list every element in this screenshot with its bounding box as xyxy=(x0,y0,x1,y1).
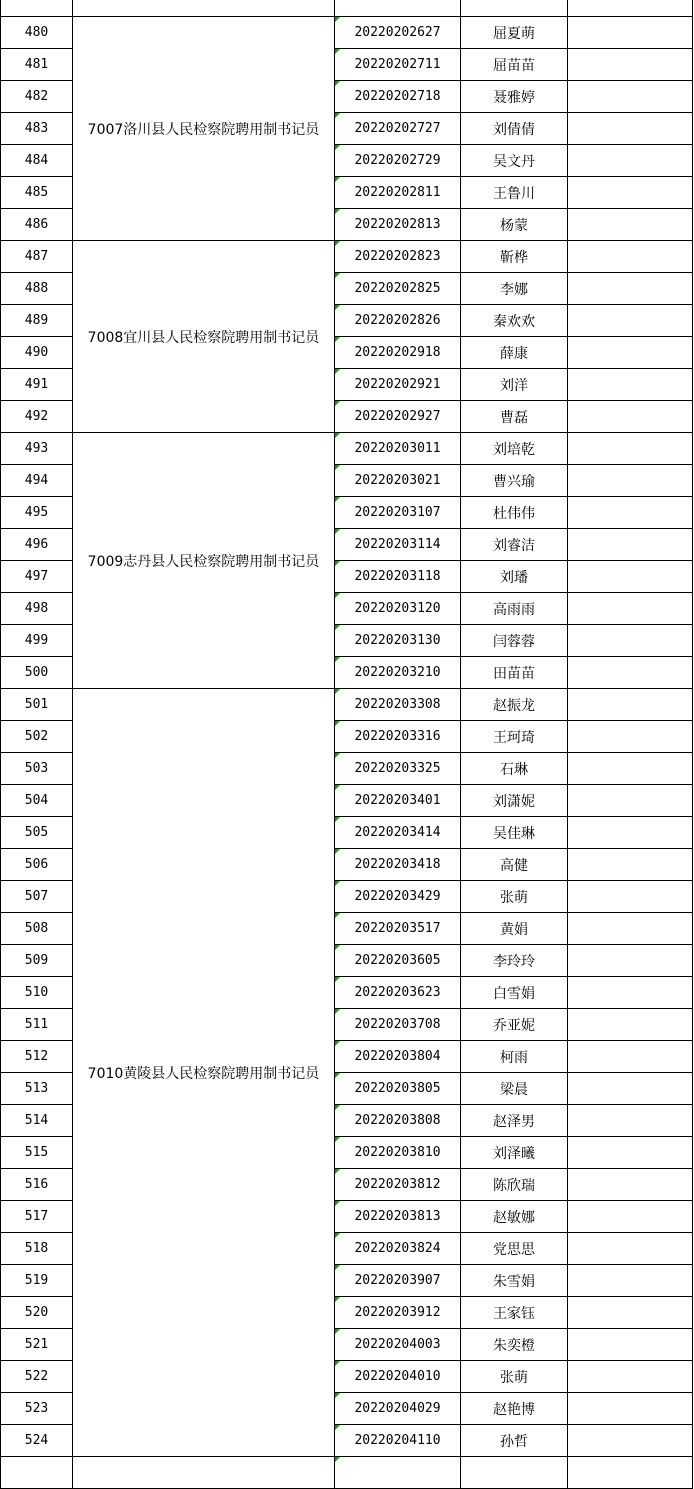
cell-no xyxy=(1,1457,73,1489)
cell-note xyxy=(568,529,693,561)
cell-note xyxy=(568,1265,693,1297)
cell-name: 陈欣瑞 xyxy=(461,1169,568,1201)
cell-exam-id: 20220203623 xyxy=(335,977,461,1009)
cell-position xyxy=(73,1457,335,1489)
cell-exam-id: 20220203804 xyxy=(335,1041,461,1073)
cell-no: 485 xyxy=(1,177,73,209)
cell-no: 482 xyxy=(1,81,73,113)
cell-exam-id: 20220203429 xyxy=(335,881,461,913)
cell-name: 刘洋 xyxy=(461,369,568,401)
cell-note xyxy=(568,17,693,49)
roster-body xyxy=(1,0,693,1489)
cell-no: 518 xyxy=(1,1233,73,1265)
cell-name: 曹磊 xyxy=(461,401,568,433)
cell-position xyxy=(73,0,335,17)
cell-no: 481 xyxy=(1,49,73,81)
cell-exam-id: 20220202811 xyxy=(335,177,461,209)
cell-note xyxy=(568,593,693,625)
cell-no: 508 xyxy=(1,913,73,945)
cell-note xyxy=(568,1425,693,1457)
cell-name: 柯雨 xyxy=(461,1041,568,1073)
cell-no: 506 xyxy=(1,849,73,881)
cell-name: 赵振龙 xyxy=(461,689,568,721)
cell-note xyxy=(568,337,693,369)
cell-name: 刘睿洁 xyxy=(461,529,568,561)
cell-name: 高雨雨 xyxy=(461,593,568,625)
cell-exam-id: 20220203517 xyxy=(335,913,461,945)
cell-exam-id: 20220203107 xyxy=(335,497,461,529)
cell-exam-id: 20220203418 xyxy=(335,849,461,881)
cell-name: 刘璠 xyxy=(461,561,568,593)
cell-no: 523 xyxy=(1,1393,73,1425)
cell-no: 493 xyxy=(1,433,73,465)
cell-exam-id: 20220203308 xyxy=(335,689,461,721)
cell-note xyxy=(568,401,693,433)
table-row xyxy=(1,433,693,465)
cell-note xyxy=(568,913,693,945)
cell-note xyxy=(568,433,693,465)
cell-exam-id: 20220203414 xyxy=(335,817,461,849)
cell-no: 486 xyxy=(1,209,73,241)
cell-position: 7008宜川县人民检察院聘用制书记员 xyxy=(73,241,335,433)
cell-name: 石琳 xyxy=(461,753,568,785)
cell-note xyxy=(568,1041,693,1073)
cell-exam-id: 20220202711 xyxy=(335,49,461,81)
cell-name: 吴佳琳 xyxy=(461,817,568,849)
cell-exam-id: 20220203912 xyxy=(335,1297,461,1329)
cell-no: 507 xyxy=(1,881,73,913)
cell-exam-id: 20220203316 xyxy=(335,721,461,753)
cell-name: 赵泽男 xyxy=(461,1105,568,1137)
cell-exam-id: 20220203708 xyxy=(335,1009,461,1041)
cell-name: 杨蒙 xyxy=(461,209,568,241)
cell-note xyxy=(568,241,693,273)
cell-exam-id: 20220202921 xyxy=(335,369,461,401)
cell-no: 501 xyxy=(1,689,73,721)
cell-exam-id: 20220203325 xyxy=(335,753,461,785)
cell-name: 秦欢欢 xyxy=(461,305,568,337)
cell-name: 刘倩倩 xyxy=(461,113,568,145)
cell-note xyxy=(568,273,693,305)
cell-no: 484 xyxy=(1,145,73,177)
cell-exam-id: 20220202729 xyxy=(335,145,461,177)
cell-exam-id: 20220202627 xyxy=(335,17,461,49)
cell-exam-id: 20220203021 xyxy=(335,465,461,497)
cell-exam-id: 20220203120 xyxy=(335,593,461,625)
cell-exam-id: 20220203114 xyxy=(335,529,461,561)
cell-name xyxy=(461,0,568,17)
cell-note xyxy=(568,0,693,17)
table-row xyxy=(1,1457,693,1489)
cell-note xyxy=(568,305,693,337)
cell-name: 刘泽曦 xyxy=(461,1137,568,1169)
cell-name: 白雪娟 xyxy=(461,977,568,1009)
cell-note xyxy=(568,849,693,881)
cell-exam-id: 20220203118 xyxy=(335,561,461,593)
cell-note xyxy=(568,1361,693,1393)
cell-no: 499 xyxy=(1,625,73,657)
cell-exam-id: 20220202823 xyxy=(335,241,461,273)
cell-note xyxy=(568,561,693,593)
cell-no: 515 xyxy=(1,1137,73,1169)
cell-name: 党思思 xyxy=(461,1233,568,1265)
cell-note xyxy=(568,1073,693,1105)
cell-exam-id: 20220203824 xyxy=(335,1233,461,1265)
cell-no: 489 xyxy=(1,305,73,337)
cell-name: 黄娟 xyxy=(461,913,568,945)
cell-name: 朱雪娟 xyxy=(461,1265,568,1297)
cell-exam-id: 20220202727 xyxy=(335,113,461,145)
cell-name: 杜伟伟 xyxy=(461,497,568,529)
cell-note xyxy=(568,1297,693,1329)
cell-no: 513 xyxy=(1,1073,73,1105)
cell-no: 522 xyxy=(1,1361,73,1393)
cell-note xyxy=(568,881,693,913)
cell-no xyxy=(1,0,73,17)
cell-note xyxy=(568,977,693,1009)
cell-no: 511 xyxy=(1,1009,73,1041)
cell-name: 屈苗苗 xyxy=(461,49,568,81)
cell-note xyxy=(568,1137,693,1169)
cell-name: 梁晨 xyxy=(461,1073,568,1105)
cell-note xyxy=(568,209,693,241)
cell-name: 张萌 xyxy=(461,881,568,913)
cell-note xyxy=(568,177,693,209)
cell-exam-id: 20220202825 xyxy=(335,273,461,305)
cell-name: 屈夏萌 xyxy=(461,17,568,49)
cell-position: 7007洛川县人民检察院聘用制书记员 xyxy=(73,17,335,241)
cell-name: 靳桦 xyxy=(461,241,568,273)
cell-no: 504 xyxy=(1,785,73,817)
cell-position: 7010黄陵县人民检察院聘用制书记员 xyxy=(73,689,335,1457)
cell-position: 7009志丹县人民检察院聘用制书记员 xyxy=(73,433,335,689)
cell-exam-id: 20220204110 xyxy=(335,1425,461,1457)
cell-name: 朱奕橙 xyxy=(461,1329,568,1361)
cell-exam-id: 20220203605 xyxy=(335,945,461,977)
cell-name: 刘培乾 xyxy=(461,433,568,465)
cell-exam-id: 20220202718 xyxy=(335,81,461,113)
cell-exam-id: 20220203812 xyxy=(335,1169,461,1201)
cell-exam-id: 20220204003 xyxy=(335,1329,461,1361)
table-row xyxy=(1,241,693,273)
cell-name: 孙哲 xyxy=(461,1425,568,1457)
cell-exam-id: 20220203813 xyxy=(335,1201,461,1233)
cell-exam-id: 20220202826 xyxy=(335,305,461,337)
table-row xyxy=(1,689,693,721)
cell-no: 514 xyxy=(1,1105,73,1137)
cell-no: 498 xyxy=(1,593,73,625)
cell-no: 524 xyxy=(1,1425,73,1457)
cell-note xyxy=(568,81,693,113)
table-row xyxy=(1,0,693,17)
cell-exam-id xyxy=(335,0,461,17)
cell-note xyxy=(568,497,693,529)
cell-exam-id: 20220202813 xyxy=(335,209,461,241)
cell-note xyxy=(568,1329,693,1361)
cell-note xyxy=(568,785,693,817)
cell-note xyxy=(568,625,693,657)
cell-note xyxy=(568,1233,693,1265)
cell-no: 491 xyxy=(1,369,73,401)
cell-note xyxy=(568,817,693,849)
cell-no: 517 xyxy=(1,1201,73,1233)
cell-note xyxy=(568,465,693,497)
cell-no: 509 xyxy=(1,945,73,977)
cell-exam-id: 20220203808 xyxy=(335,1105,461,1137)
cell-note xyxy=(568,145,693,177)
cell-note xyxy=(568,1169,693,1201)
cell-no: 520 xyxy=(1,1297,73,1329)
table-row xyxy=(1,17,693,49)
cell-name: 高健 xyxy=(461,849,568,881)
cell-exam-id: 20220203130 xyxy=(335,625,461,657)
cell-no: 500 xyxy=(1,657,73,689)
cell-no: 496 xyxy=(1,529,73,561)
cell-name: 田苗苗 xyxy=(461,657,568,689)
cell-no: 480 xyxy=(1,17,73,49)
cell-note xyxy=(568,113,693,145)
cell-note xyxy=(568,49,693,81)
cell-name: 薛康 xyxy=(461,337,568,369)
cell-name: 闫蓉蓉 xyxy=(461,625,568,657)
cell-name: 吴文丹 xyxy=(461,145,568,177)
cell-note xyxy=(568,945,693,977)
cell-no: 503 xyxy=(1,753,73,785)
cell-name: 王鲁川 xyxy=(461,177,568,209)
cell-name: 李玲玲 xyxy=(461,945,568,977)
cell-name: 乔亚妮 xyxy=(461,1009,568,1041)
cell-note xyxy=(568,1105,693,1137)
cell-note xyxy=(568,657,693,689)
cell-name: 赵敏娜 xyxy=(461,1201,568,1233)
cell-exam-id: 20220203210 xyxy=(335,657,461,689)
cell-no: 519 xyxy=(1,1265,73,1297)
cell-exam-id: 20220204010 xyxy=(335,1361,461,1393)
cell-exam-id: 20220204029 xyxy=(335,1393,461,1425)
cell-no: 490 xyxy=(1,337,73,369)
cell-exam-id: 20220203907 xyxy=(335,1265,461,1297)
cell-exam-id: 20220202918 xyxy=(335,337,461,369)
cell-no: 488 xyxy=(1,273,73,305)
cell-name: 聂雅婷 xyxy=(461,81,568,113)
cell-name xyxy=(461,1457,568,1489)
cell-exam-id: 20220203810 xyxy=(335,1137,461,1169)
cell-no: 505 xyxy=(1,817,73,849)
cell-note xyxy=(568,1201,693,1233)
cell-no: 516 xyxy=(1,1169,73,1201)
cell-name: 李娜 xyxy=(461,273,568,305)
cell-exam-id: 20220203805 xyxy=(335,1073,461,1105)
cell-note xyxy=(568,1457,693,1489)
cell-note xyxy=(568,1393,693,1425)
cell-note xyxy=(568,369,693,401)
cell-note xyxy=(568,721,693,753)
cell-no: 510 xyxy=(1,977,73,1009)
cell-note xyxy=(568,689,693,721)
cell-exam-id xyxy=(335,1457,461,1489)
cell-no: 483 xyxy=(1,113,73,145)
cell-no: 521 xyxy=(1,1329,73,1361)
cell-name: 张萌 xyxy=(461,1361,568,1393)
cell-exam-id: 20220203401 xyxy=(335,785,461,817)
cell-exam-id: 20220203011 xyxy=(335,433,461,465)
cell-note xyxy=(568,753,693,785)
cell-exam-id: 20220202927 xyxy=(335,401,461,433)
cell-no: 494 xyxy=(1,465,73,497)
cell-no: 492 xyxy=(1,401,73,433)
cell-name: 王珂琦 xyxy=(461,721,568,753)
cell-name: 赵艳博 xyxy=(461,1393,568,1425)
cell-no: 497 xyxy=(1,561,73,593)
cell-name: 刘潇妮 xyxy=(461,785,568,817)
cell-no: 502 xyxy=(1,721,73,753)
cell-no: 512 xyxy=(1,1041,73,1073)
cell-no: 495 xyxy=(1,497,73,529)
cell-name: 王家钰 xyxy=(461,1297,568,1329)
cell-no: 487 xyxy=(1,241,73,273)
cell-note xyxy=(568,1009,693,1041)
cell-name: 曹兴瑜 xyxy=(461,465,568,497)
